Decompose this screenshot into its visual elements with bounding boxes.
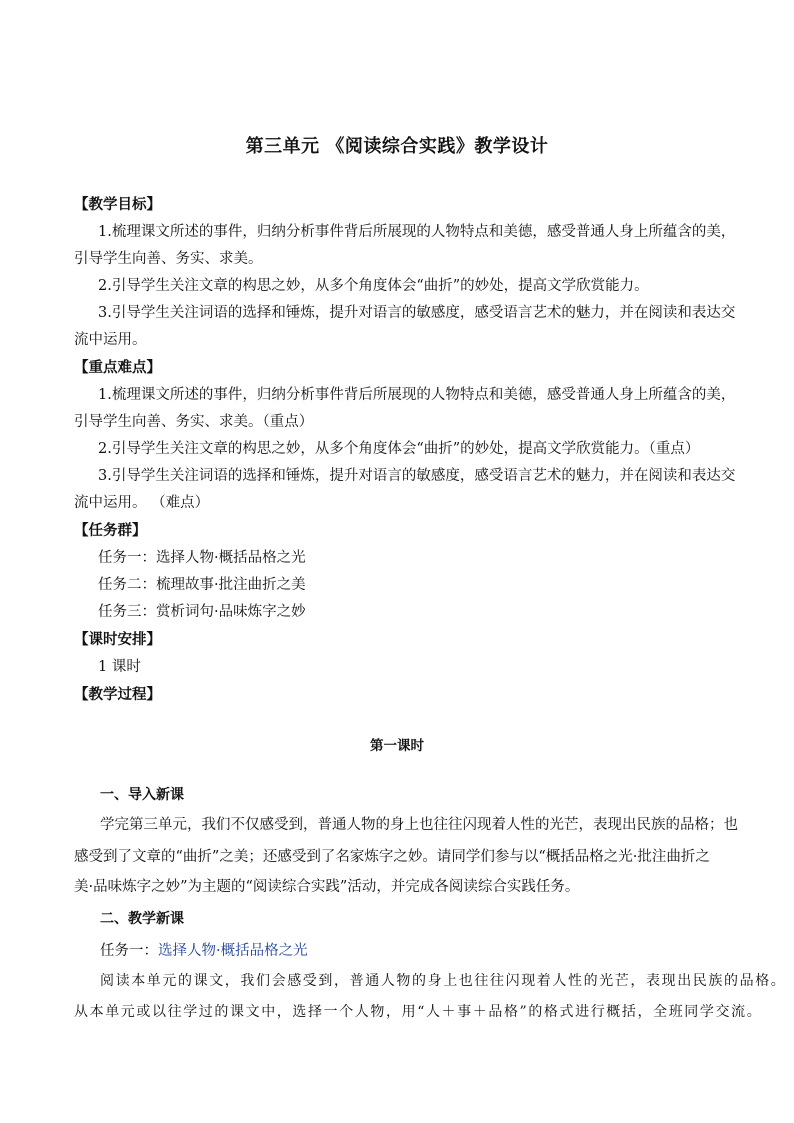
key-points-item-3: 3.引导学生关注词语的选择和锤炼，提升对语言的敏感度，感受语言艺术的魅力，并在阅读和表达交	[98, 468, 736, 484]
section-1-paragraph-line-1: 学完第三单元，我们不仅感受到，普通人物的身上也往往闪现着人性的光芒，表现出民族的品格；也	[100, 817, 738, 833]
task-1-heading	[100, 938, 760, 965]
task-1-title: 选择人物·概括品格之光	[158, 943, 308, 959]
task-1-paragraph-line-1: 阅读本单元的课文，我们会感受到，普通人物的身上也往往闪现着人性的光芒，表现出民族的品格。	[100, 973, 787, 989]
goals-item-1: 1.梳理课文所述的事件，归纳分析事件背后所展现的人物特点和美德，感受普通人身上所蕴含的美，	[98, 224, 736, 240]
section-1-heading: 一、导入新课	[100, 787, 184, 803]
schedule-heading: 【课时安排】	[74, 631, 161, 648]
key-points-item-1: 1.梳理课文所述的事件，归纳分析事件背后所展现的人物特点和美德，感受普通人身上所蕴含的美，	[98, 387, 736, 403]
key-points-heading: 【重点难点】	[74, 359, 161, 376]
goals-item-2: 2.引导学生关注文章的构思之妙，从多个角度体会“曲折”的妙处，提高文学欣赏能力。	[98, 278, 649, 294]
task-1-paragraph-line-2: 从本单元或以往学过的课文中，选择一个人物，用“人＋事＋品格”的格式进行概括，全班同学交流。	[74, 1004, 763, 1020]
tasks-heading: 【任务群】	[74, 522, 147, 539]
page-title: 第三单元 《阅读综合实践》教学设计	[245, 136, 549, 157]
goals-item-3-cont: 流中运用。	[74, 332, 147, 348]
process-heading: 【教学过程】	[74, 686, 161, 703]
task-item-2: 任务二：梳理故事·批注曲折之美	[98, 577, 306, 593]
schedule-value: 1 课时	[98, 659, 141, 675]
goals-item-1-cont: 引导学生向善、务实、求美。	[74, 251, 263, 267]
goals-item-3: 3.引导学生关注词语的选择和锤炼，提升对语言的敏感度，感受语言艺术的魅力，并在阅读和表达交	[98, 305, 736, 321]
key-points-item-1-cont: 引导学生向善、务实、求美。（重点）	[74, 414, 314, 430]
task-item-3: 任务三：赏析词句·品味炼字之妙	[98, 604, 306, 620]
section-1-paragraph-line-3: 美·品味炼字之妙”为主题的“阅读综合实践”活动，并完成各阅读综合实践任务。	[74, 879, 580, 895]
goals-heading: 【教学目标】	[74, 196, 161, 213]
key-points-item-2: 2.引导学生关注文章的构思之妙，从多个角度体会“曲折”的妙处，提高文学欣赏能力。（重点）	[98, 441, 700, 457]
lesson-title: 第一课时	[370, 738, 424, 754]
task-1-label: 任务一：	[100, 943, 158, 959]
section-1-paragraph-line-2: 感受到了文章的“曲折”之美；还感受到了名家炼字之妙。请同学们参与以“概括品格之光·批注曲折之	[74, 849, 710, 865]
section-2-heading: 二、教学新课	[100, 911, 184, 927]
key-points-item-3-cont: 流中运用。 （难点）	[74, 495, 210, 511]
task-item-1: 任务一：选择人物·概括品格之光	[98, 550, 306, 566]
